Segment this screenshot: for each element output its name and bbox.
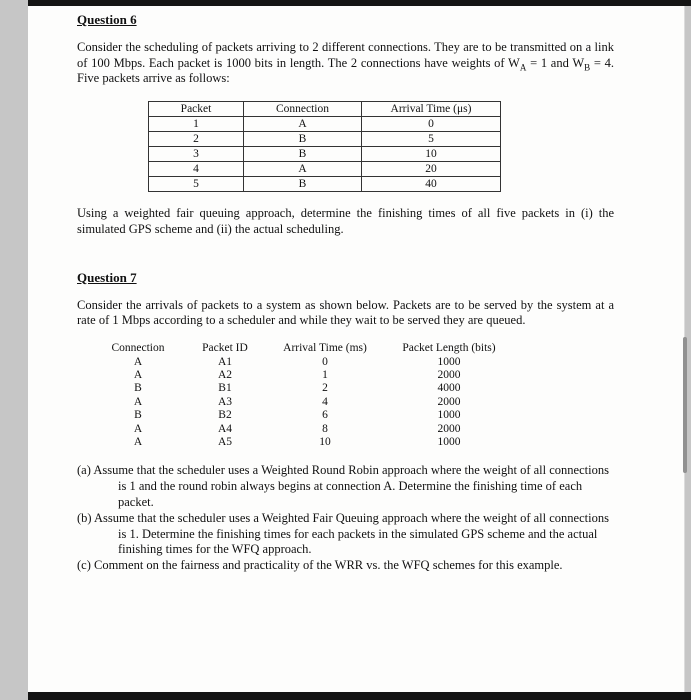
table-cell: 0 xyxy=(322,355,328,368)
question-6-prompt: Using a weighted fair queuing approach, determine the finishing times of all five packets in (i) the simulated GPS scheme and (ii) the actual scheduling. xyxy=(77,206,614,236)
table-cell: A xyxy=(244,117,362,132)
question-7-part-c xyxy=(77,558,609,574)
q7-arrival-table xyxy=(83,342,505,449)
bottom-edge-bar xyxy=(28,692,691,700)
scrollbar-thumb[interactable] xyxy=(683,337,687,473)
table-cell: 5 xyxy=(362,132,501,147)
q6-packet-table xyxy=(148,101,501,192)
part-b-text: Assume that the scheduler uses a Weighted Fair Queuing approach where the weight of all connections is 1. Determine the finishing times for each packets in the simulated GPS scheme and the actual finishing times for the WFQ approach. xyxy=(94,510,609,557)
table-row xyxy=(83,396,505,409)
table-cell: A4 xyxy=(217,422,233,435)
table-cell: B xyxy=(134,409,142,422)
table-header-row xyxy=(83,342,505,355)
table-cell: A xyxy=(133,355,143,368)
table-row xyxy=(83,382,505,395)
table-cell: 5 xyxy=(149,177,244,192)
part-b-label: (b) xyxy=(77,510,92,525)
table-cell: 1 xyxy=(149,117,244,132)
table-row xyxy=(83,369,505,382)
q6-intro-text-1: Consider the scheduling of packets arriving to 2 different connections. They are to be transmitted on a link of 100 Mbps. Each packet is 1000 bits in length. The 2 connections have weights of W xyxy=(77,39,614,70)
question-7-part-a xyxy=(77,463,609,510)
table-cell: 1 xyxy=(322,368,328,381)
question-7-title: Question 7 xyxy=(77,269,137,285)
question-7-part-b xyxy=(77,511,609,558)
table-cell: B xyxy=(244,132,362,147)
table-header-cell: Arrival Time (ms) xyxy=(283,342,367,355)
part-c-label: (c) xyxy=(77,558,91,573)
table-cell: 1000 xyxy=(437,355,461,368)
table-row xyxy=(149,162,501,177)
table-cell: 10 xyxy=(319,436,331,449)
q6-weight-a-subscript: A xyxy=(519,62,527,73)
table-row xyxy=(149,132,501,147)
table-cell: B xyxy=(134,382,142,395)
table-row xyxy=(83,409,505,422)
table-header-cell: Packet Length (bits) xyxy=(402,342,496,355)
table-cell: 2 xyxy=(149,132,244,147)
table-cell: B2 xyxy=(218,409,232,422)
table-header-cell: Arrival Time (μs) xyxy=(362,102,501,117)
table-cell: A xyxy=(133,422,143,435)
table-header-row xyxy=(149,102,501,117)
table-cell: 4000 xyxy=(437,382,461,395)
table-cell: 2 xyxy=(322,382,328,395)
table-cell: B1 xyxy=(218,382,232,395)
q6-intro-text-2: = 1 and W xyxy=(526,55,585,70)
table-cell: 2000 xyxy=(437,368,461,381)
table-row xyxy=(149,147,501,162)
table-row xyxy=(83,436,505,449)
table-cell: A1 xyxy=(217,355,233,368)
part-c-text: Comment on the fairness and practicality of the WRR vs. the WFQ schemes for this example. xyxy=(94,558,563,573)
table-header-cell: Connection xyxy=(111,342,165,355)
part-a-text: Assume that the scheduler uses a Weighted Round Robin approach where the weight of all connections is 1 and the round robin always begins at connection A. Determine the finishing time of each packet. xyxy=(93,463,609,510)
table-cell: A5 xyxy=(217,436,233,449)
table-row xyxy=(83,423,505,436)
table-row xyxy=(83,356,505,369)
table-cell: A3 xyxy=(217,395,233,408)
table-cell: A2 xyxy=(217,368,233,381)
table-cell: 8 xyxy=(322,422,328,435)
table-row xyxy=(149,117,501,132)
table-cell: 4 xyxy=(322,395,328,408)
table-cell: 2000 xyxy=(437,422,461,435)
question-7-parts xyxy=(77,463,609,574)
q6-intro-text-3: = 4. Five packets arrive as follows: xyxy=(77,55,614,86)
table-row xyxy=(149,177,501,192)
table-cell: 20 xyxy=(362,162,501,177)
table-cell: A xyxy=(133,395,143,408)
table-header-cell: Packet xyxy=(149,102,244,117)
table-cell: 4 xyxy=(149,162,244,177)
table-cell: B xyxy=(244,147,362,162)
table-cell: 1000 xyxy=(437,409,461,422)
table-cell: A xyxy=(133,436,143,449)
document-page xyxy=(28,6,684,692)
q6-weight-b-subscript: B xyxy=(584,62,591,73)
table-cell: 3 xyxy=(149,147,244,162)
table-cell: A xyxy=(133,368,143,381)
part-a-label: (a) xyxy=(77,463,91,478)
question-6-title: Question 6 xyxy=(77,12,137,27)
table-cell: 10 xyxy=(362,147,501,162)
table-header-cell: Connection xyxy=(244,102,362,117)
page-content xyxy=(28,6,628,574)
table-header-cell: Packet ID xyxy=(202,342,248,355)
table-cell: 40 xyxy=(362,177,501,192)
table-cell: A xyxy=(244,162,362,177)
table-cell: 1000 xyxy=(437,436,461,449)
question-7-intro: Consider the arrivals of packets to a system as shown below. Packets are to be served by the system at a rate of 1 Mbps according to a scheduler and while they wait to be served they are queued. xyxy=(77,297,614,328)
table-cell: 6 xyxy=(322,409,328,422)
table-cell: 2000 xyxy=(437,395,461,408)
table-cell: B xyxy=(244,177,362,192)
table-cell: 0 xyxy=(362,117,501,132)
question-6-intro xyxy=(77,40,614,87)
